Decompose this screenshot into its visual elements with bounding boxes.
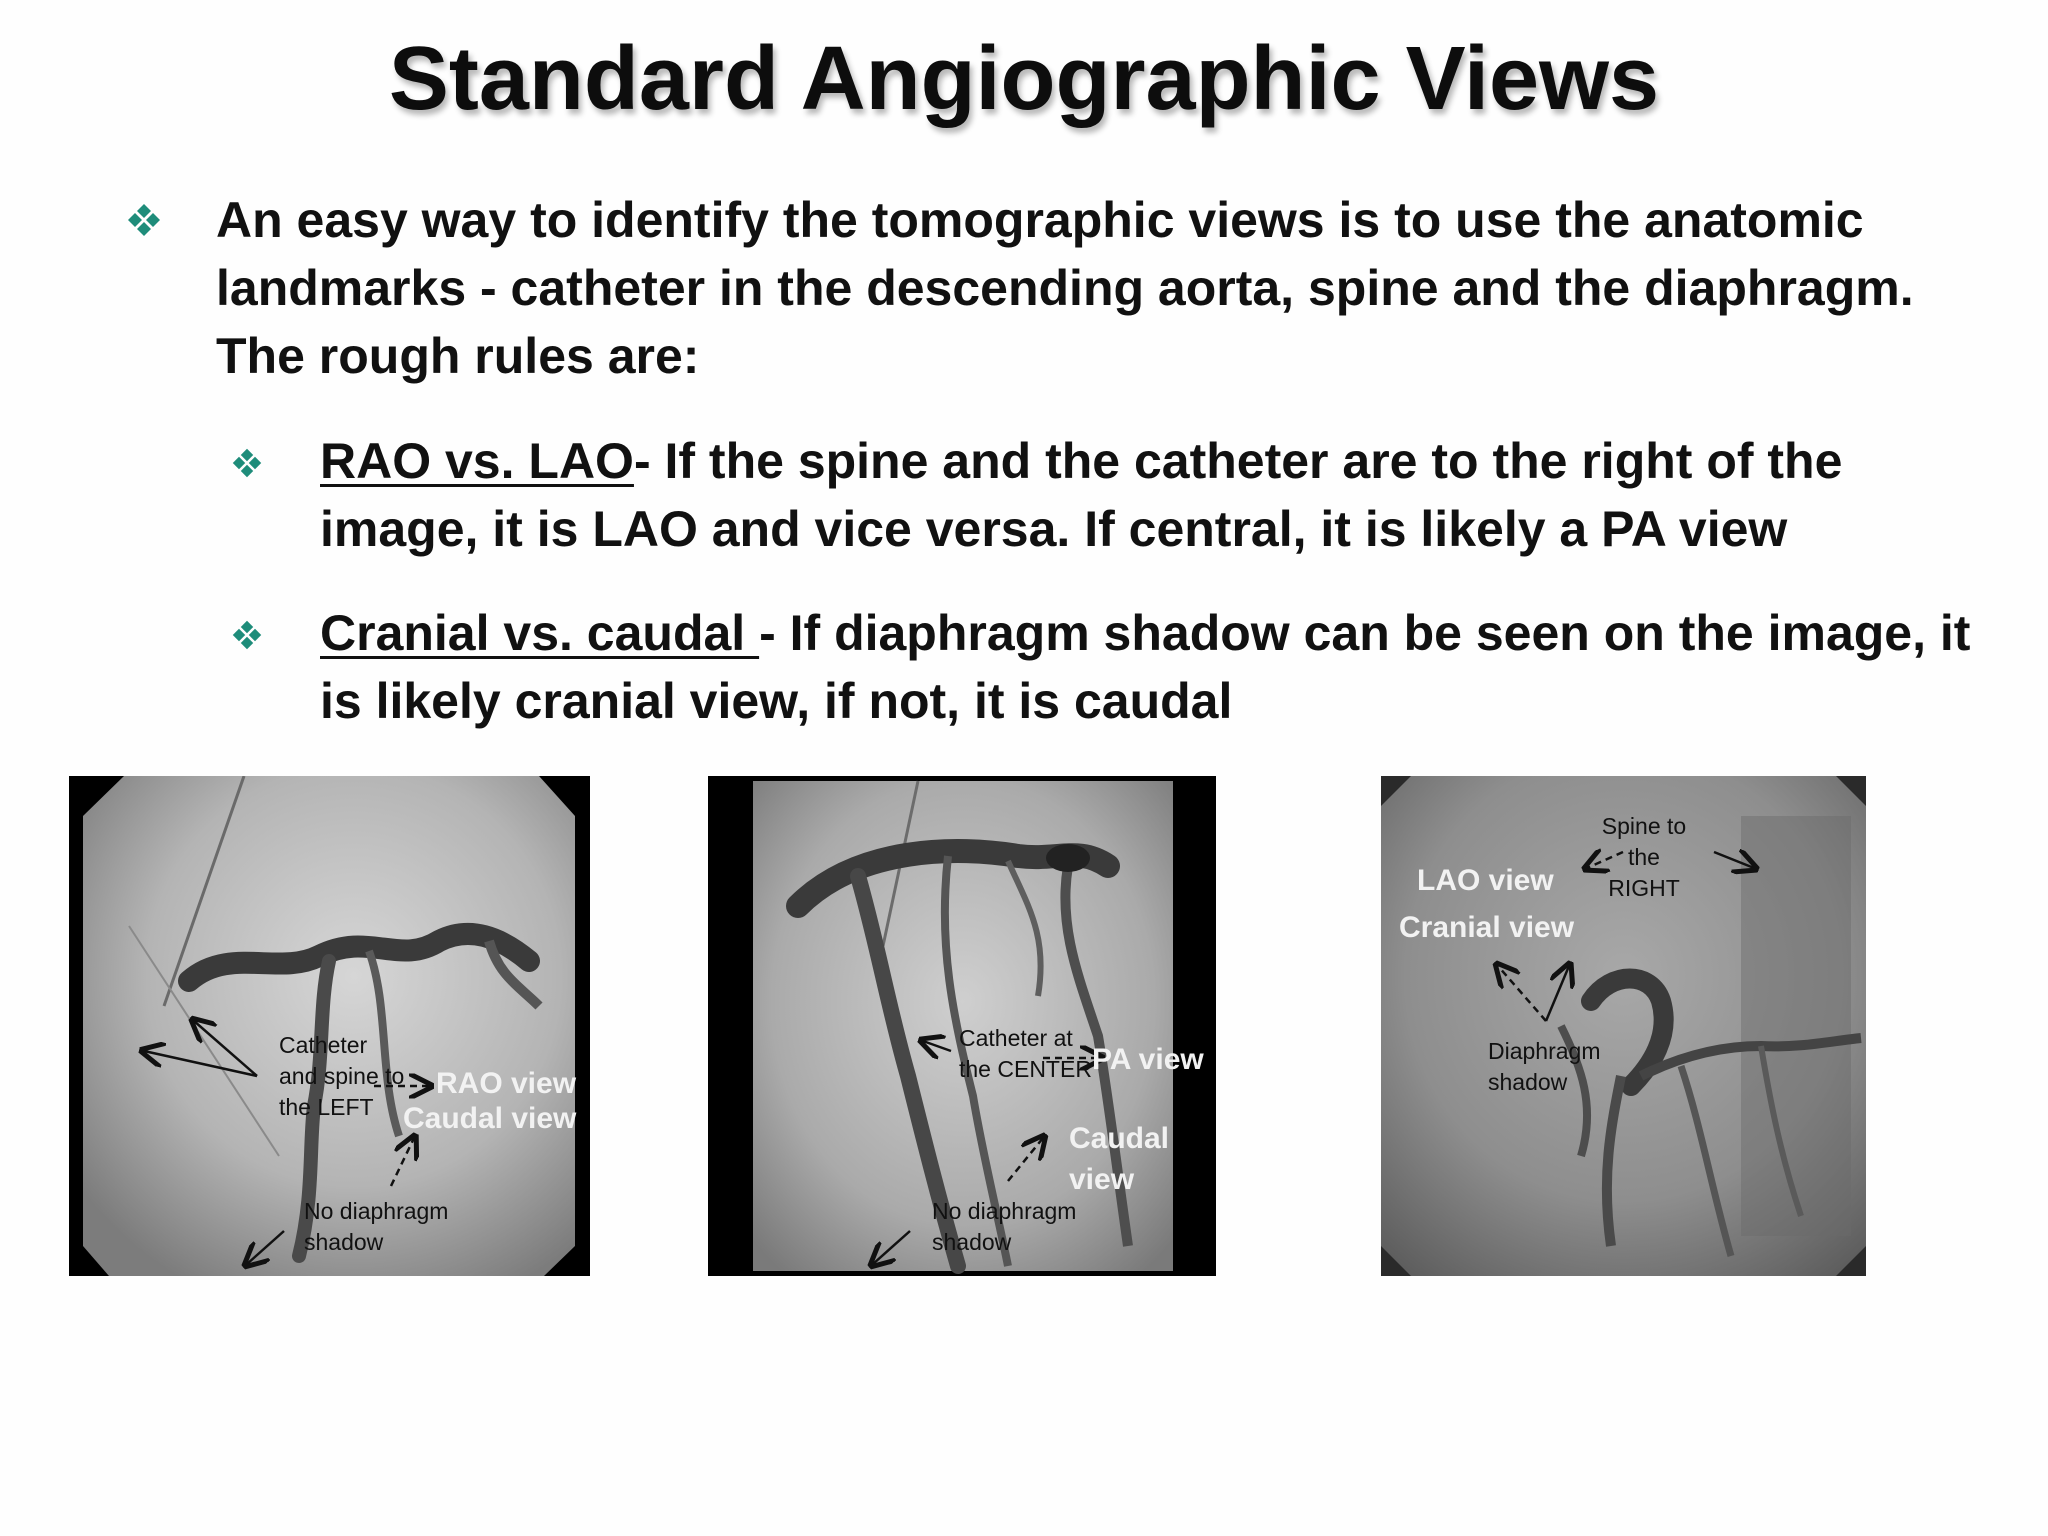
- diamond-bullet-icon: [231, 447, 263, 479]
- no-diaphragm-center-label-1: No diaphragm: [932, 1198, 1077, 1224]
- main-bullet-line3: The rough rules are:: [216, 328, 700, 384]
- no-diaphragm-center-label-2: shadow: [932, 1229, 1012, 1255]
- no-diaphragm-label-1: No diaphragm: [304, 1198, 449, 1224]
- cranial-view-label: Cranial view: [1399, 911, 1575, 944]
- lao-view-label: LAO view: [1417, 864, 1554, 897]
- rao-lao-term: RAO vs. LAO: [320, 433, 634, 489]
- angiogram-lao-cranial: [1381, 776, 1866, 1276]
- cranial-caudal-term: Cranial vs. caudal: [320, 605, 760, 661]
- caudal-view-label-1: Caudal: [1069, 1122, 1170, 1155]
- cranial-caudal-bullet-text: [320, 599, 1970, 735]
- no-diaphragm-label-2: shadow: [304, 1229, 384, 1255]
- angiogram-pa-caudal: [708, 776, 1216, 1276]
- spine-label-1: Spine to: [1601, 813, 1687, 839]
- diaphragm-label-1: Diaphragm: [1488, 1038, 1601, 1064]
- rao-view-label: RAO view: [436, 1067, 577, 1100]
- diamond-bullet-icon: [126, 202, 162, 238]
- pa-view-label: PA view: [1092, 1043, 1204, 1076]
- angiogram-rao-caudal: [69, 776, 590, 1276]
- main-bullet-line2: landmarks - catheter in the descending aorta, spine and the diaphragm.: [216, 260, 1914, 316]
- diamond-bullet-icon: [231, 619, 263, 651]
- catheter-center-label-2: the CENTER: [959, 1056, 1092, 1082]
- rao-lao-line1-rest: - If the spine and the catheter are to the right of the: [633, 433, 1843, 489]
- diaphragm-label-2: shadow: [1488, 1069, 1568, 1095]
- rao-lao-bullet-text: [320, 427, 1842, 563]
- cranial-caudal-line2: is likely cranial view, if not, it is caudal: [320, 673, 1233, 729]
- main-bullet-text: [216, 186, 1914, 390]
- main-bullet-line1: An easy way to identify the tomographic views is to use the anatomic: [216, 192, 1864, 248]
- rao-lao-line2: image, it is LAO and vice versa. If central, it is likely a PA view: [320, 501, 1788, 557]
- caudal-view-label: Caudal view: [403, 1102, 577, 1135]
- slide-title: Standard Angiographic Views: [388, 29, 1660, 129]
- catheter-center-label-1: Catheter at: [959, 1025, 1073, 1051]
- catheter-label-2: and spine to: [279, 1063, 405, 1089]
- spine-label-3: RIGHT: [1608, 875, 1680, 901]
- caudal-view-label-2: view: [1069, 1163, 1135, 1196]
- catheter-label-1: Catheter: [279, 1032, 368, 1058]
- spine-label-2: the: [1628, 844, 1660, 870]
- cranial-caudal-line1-rest: - If diaphragm shadow can be seen on the image, it: [759, 605, 1971, 661]
- catheter-label-3: the LEFT: [279, 1094, 374, 1120]
